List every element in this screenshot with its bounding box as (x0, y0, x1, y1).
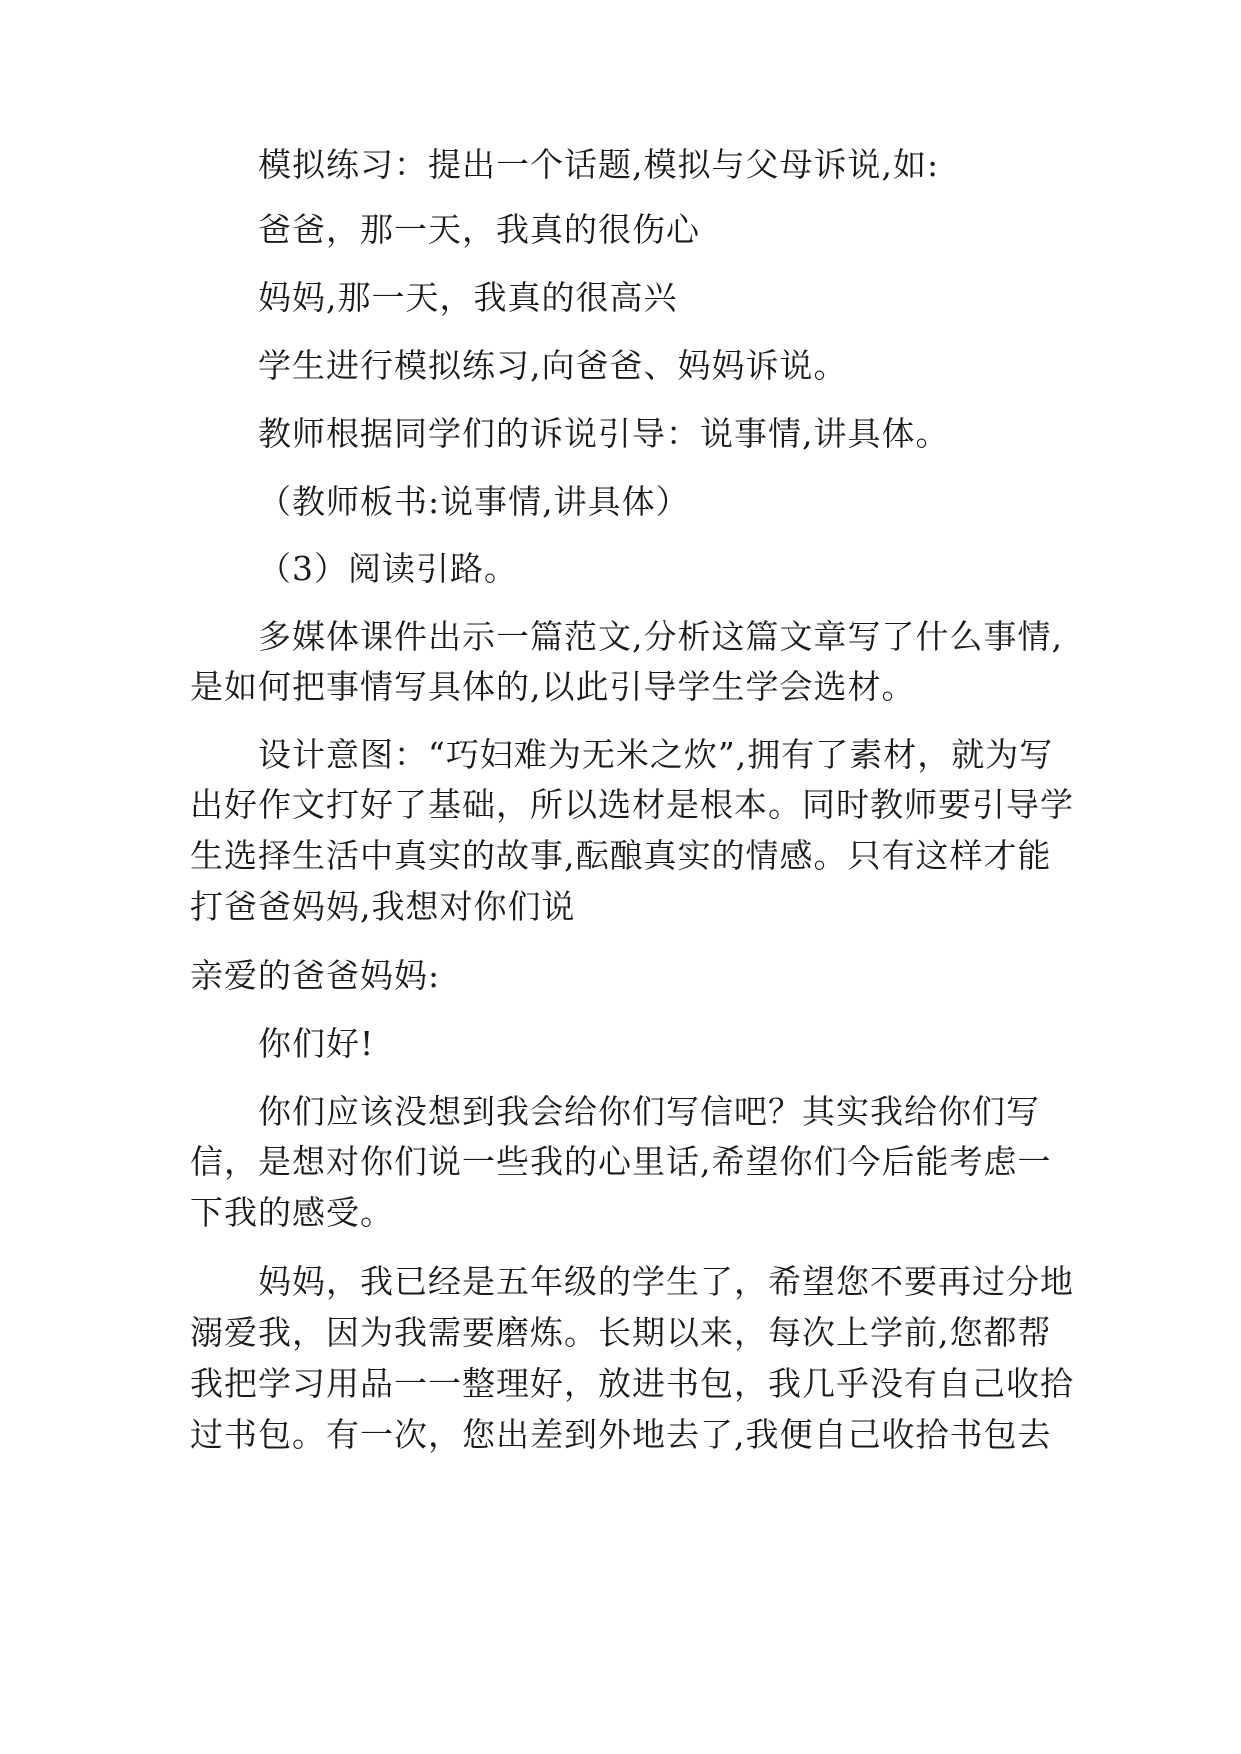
paragraph-line: 生选择生活中真实的故事,酝酿真实的情感。只有这样才能 (190, 836, 1052, 875)
paragraph-line: 过书包。有一次，您出差到外地去了,我便自己收拾书包去 (190, 1415, 1052, 1454)
paragraph-line: （教师板书:说事情,讲具体） (258, 482, 690, 521)
paragraph-line: 我把学习用品一一整理好，放进书包，我几乎没有自己收拾 (190, 1364, 1074, 1403)
paragraph-line: 多媒体课件出示一篇范文,分析这篇文章写了什么事情, (258, 617, 1063, 656)
paragraph-line: 爸爸，那一天，我真的很伤心 (258, 210, 700, 249)
paragraph-line: 教师根据同学们的诉说引导：说事情,讲具体。 (258, 414, 950, 453)
paragraph-line: 设计意图：“巧妇难为无米之炊”,拥有了素材，就为写 (258, 735, 1054, 774)
paragraph-line: 妈妈，我已经是五年级的学生了，希望您不要再过分地 (258, 1262, 1074, 1301)
paragraph-line: 出好作文打好了基础，所以选材是根本。同时教师要引导学 (190, 785, 1074, 824)
paragraph-line: 你们应该没想到我会给你们写信吧？其实我给你们写 (258, 1092, 1040, 1131)
paragraph-line: 学生进行模拟练习,向爸爸、妈妈诉说。 (258, 346, 848, 385)
paragraph-line: 是如何把事情写具体的,以此引导学生学会选材。 (190, 667, 916, 706)
paragraph-line: 下我的感受。 (190, 1193, 394, 1232)
paragraph-line: （3）阅读引路。 (258, 549, 518, 588)
paragraph-line: 妈妈,那一天，我真的很高兴 (258, 278, 678, 317)
paragraph-line: 信，是想对你们说一些我的心里话,希望你们今后能考虑一 (190, 1142, 1052, 1181)
paragraph-line: 溺爱我，因为我需要磨炼。长期以来，每次上学前,您都帮 (190, 1313, 1052, 1352)
paragraph-line: 打爸爸妈妈,我想对你们说 (190, 887, 576, 926)
paragraph-line: 你们好! (258, 1024, 375, 1063)
paragraph-line: 亲爱的爸爸妈妈: (190, 956, 441, 995)
paragraph-line: 模拟练习：提出一个话题,模拟与父母诉说,如: (258, 145, 940, 184)
